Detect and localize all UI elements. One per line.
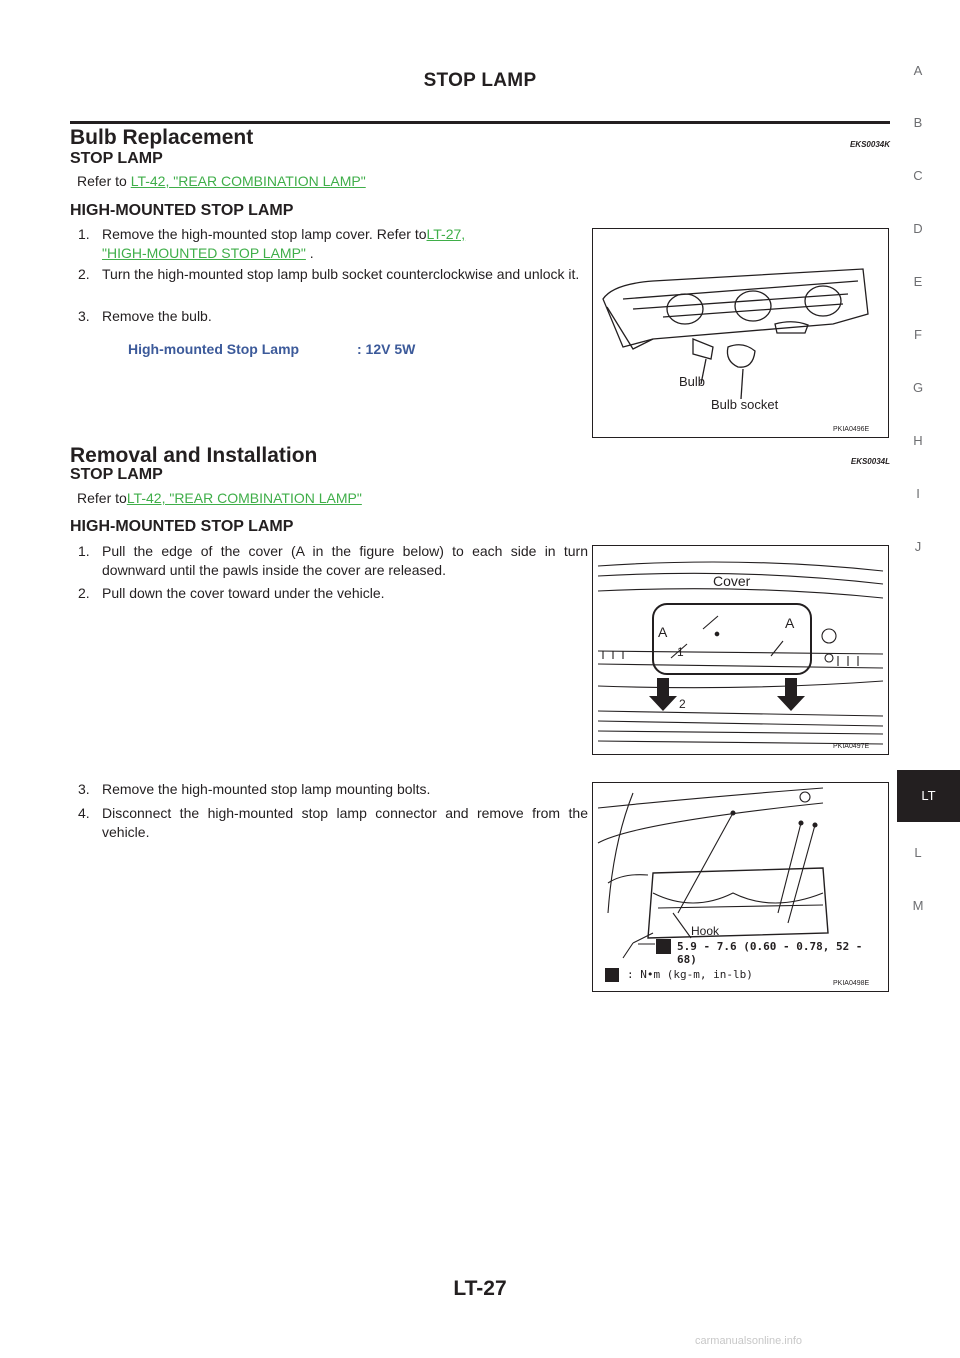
torque-wrench-icon [656,939,671,954]
callout-bulb: Bulb [679,374,706,389]
step-number: 1. [78,543,90,559]
subsection-title-high-mounted-stop-lamp: HIGH-MOUNTED STOP LAMP [70,518,294,535]
step-text: Disconnect the high-mounted stop lamp connector and remove from the vehicle. [102,805,588,840]
arrow-icon [649,678,805,711]
tab-f[interactable]: F [914,327,922,342]
step-number: 2. [78,585,90,601]
subsection-title-stop-lamp: STOP LAMP [70,466,163,483]
watermark: carmanualsonline.info [695,1335,803,1347]
header-rule [70,121,890,124]
figure-bulb-replacement [592,228,889,438]
step-item [78,265,588,284]
spec-value: : 12V 5W [357,341,416,357]
figure-code: PKIA0497E [833,743,870,750]
figure-cover-removal [592,545,889,755]
step-item [78,542,588,580]
tab-g[interactable]: G [912,380,924,395]
step-text: Pull down the cover toward under the vehicle. [102,585,385,601]
label-step-1: 1 [677,645,684,659]
tab-l[interactable]: L [914,845,922,860]
step-item [78,780,588,799]
step-number: 3. [78,781,90,797]
tab-b[interactable]: B [913,115,923,130]
subsection-title-stop-lamp: STOP LAMP [70,150,163,167]
step-number: 1. [78,226,90,242]
section-code: EKS0034L [850,457,890,466]
step-number: 4. [78,805,90,821]
tab-a[interactable]: A [913,63,923,78]
callout-cover: Cover [713,573,751,589]
figure-code: PKIA0496E [833,426,870,433]
step-text: Remove the bulb. [102,308,212,324]
step-number: 2. [78,266,90,282]
tab-h[interactable]: H [913,433,923,448]
step-text: Turn the high-mounted stop lamp bulb socket counterclockwise and unlock it. [102,266,580,282]
refer-line [77,172,366,191]
link-lt-27[interactable]: LT-27, [426,226,466,242]
tab-c[interactable]: C [913,168,923,183]
label-a-left: A [658,624,668,640]
refer-prefix: Refer to [77,490,127,506]
section-code: EKS0034K [849,140,890,149]
tab-e[interactable]: E [913,274,923,289]
spec-label: High-mounted Stop Lamp [128,341,300,357]
subsection-title-high-mounted-stop-lamp: HIGH-MOUNTED STOP LAMP [70,202,294,219]
section-title-removal-installation: Removal and Installation [70,444,318,467]
tab-j[interactable]: J [914,539,922,554]
step-text: Pull the edge of the cover (A in the figure below) to each side in turn downward until the pawls inside the cover are released. [102,543,588,578]
tab-lt-active[interactable]: LT [897,770,960,822]
label-step-2: 2 [679,697,686,711]
page-title: STOP LAMP [423,70,537,91]
tab-d[interactable]: D [913,221,923,236]
figure-mounting-bolts [592,782,889,992]
link-high-mounted-stop-lamp[interactable]: "HIGH-MOUNTED STOP LAMP" [102,245,306,261]
torque-spec: 5.9 - 7.6 (0.60 - 0.78, 52 - 68) [677,940,863,966]
label-a-right: A [785,615,795,631]
torque-units: : N•m (kg-m, in-lb) [627,968,753,981]
step-item [78,225,588,263]
step-item [78,804,588,842]
step-suffix: . [305,245,314,261]
step-text: Remove the high-mounted stop lamp cover. Refer to [102,226,427,242]
link-rear-combination-lamp[interactable]: LT-42, "REAR COMBINATION LAMP" [126,490,362,506]
refer-line [77,489,362,508]
section-title-bulb-replacement: Bulb Replacement [70,126,254,149]
tab-m[interactable]: M [912,898,924,913]
page-number: LT-27 [453,1277,507,1300]
step-item [78,584,588,603]
tab-i[interactable]: I [916,486,920,501]
callout-hook: Hook [691,924,720,938]
step-number: 3. [78,308,90,324]
link-rear-combination-lamp[interactable]: LT-42, "REAR COMBINATION LAMP" [130,173,366,189]
refer-prefix: Refer to [77,173,131,189]
units-wrench-icon [605,968,619,982]
step-text: Remove the high-mounted stop lamp mounting bolts. [102,781,431,797]
figure-code: PKIA0498E [833,980,870,987]
step-item [78,307,588,326]
callout-bulb-socket: Bulb socket [711,397,779,412]
